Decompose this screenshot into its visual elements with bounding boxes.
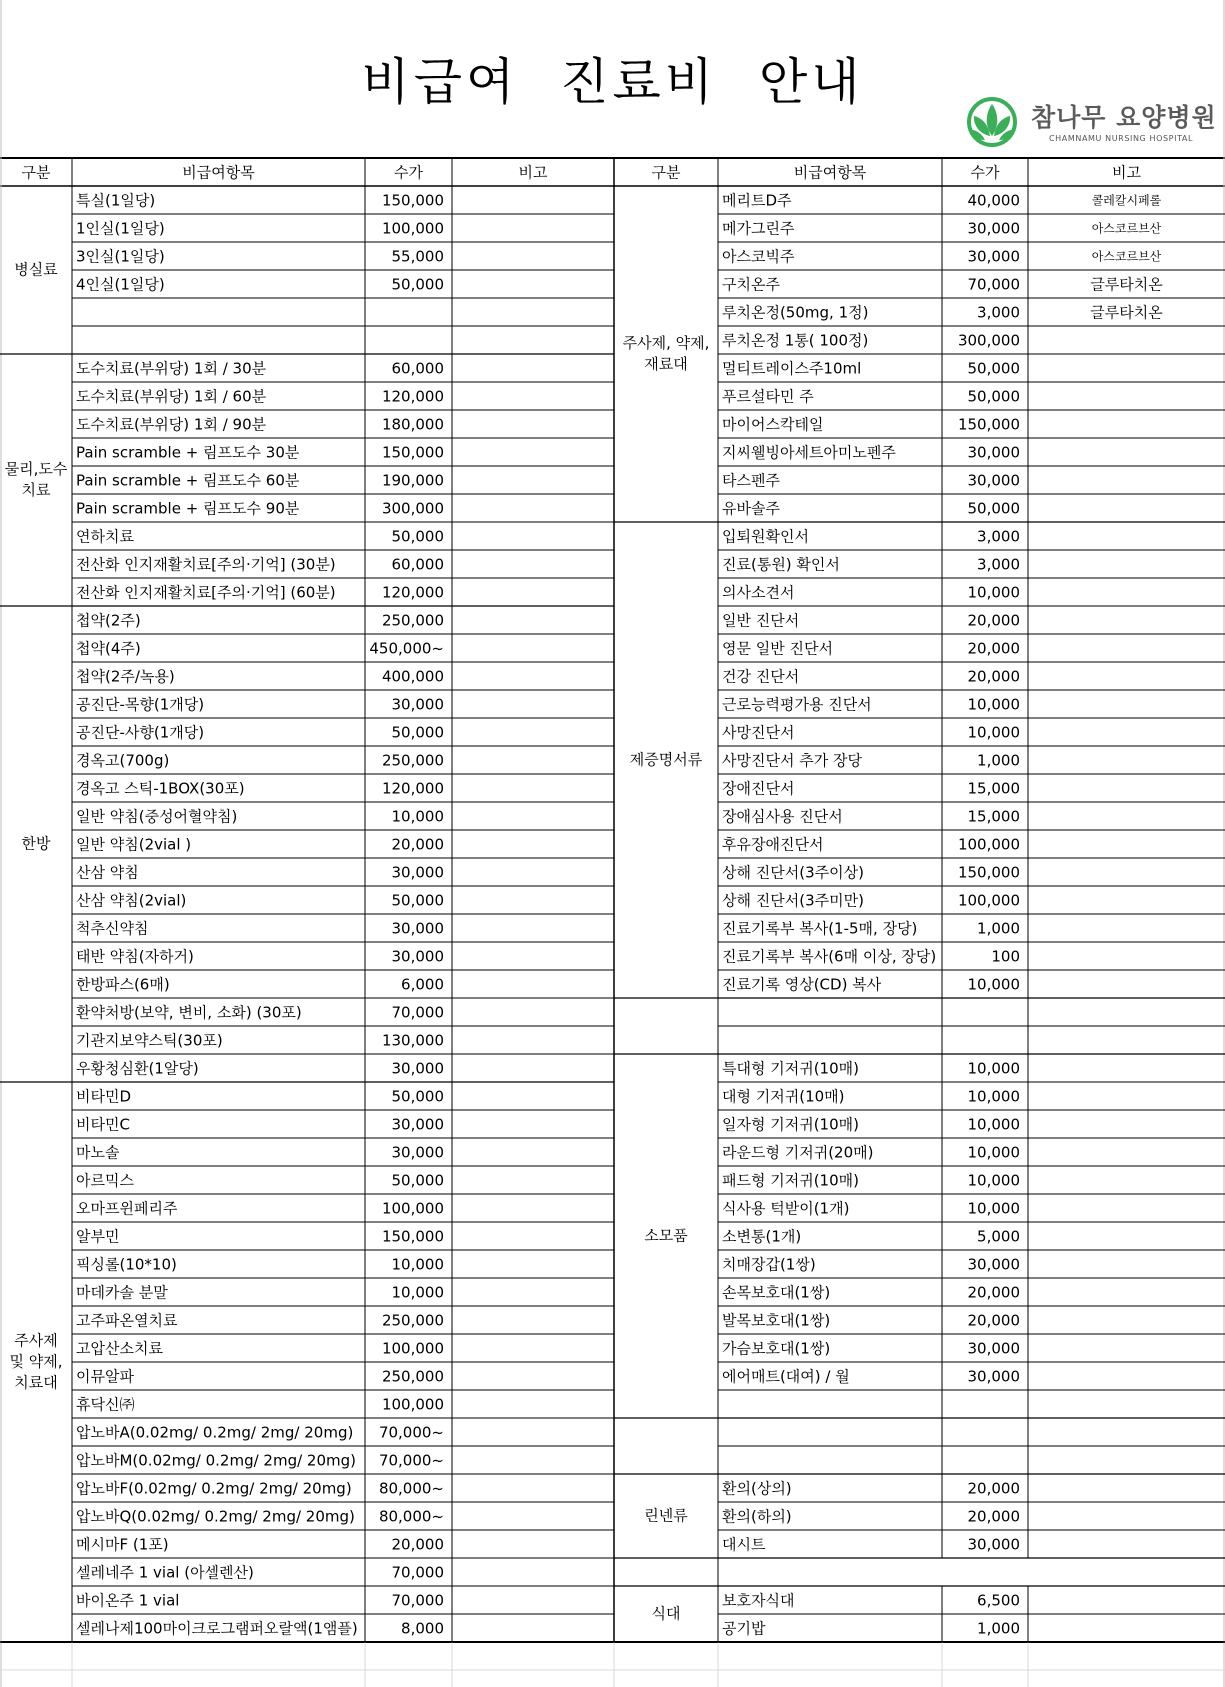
item-note: 글루타치온: [1090, 275, 1163, 294]
item-name: 마이어스칵테일: [722, 415, 824, 434]
item-name: Pain scramble + 림프도수 30분: [76, 443, 300, 462]
item-price: 60,000: [391, 555, 444, 574]
item-name: 바이온주 1 vial: [76, 1591, 180, 1610]
price-header: 수가: [394, 163, 423, 182]
item-name: 보호자식대: [722, 1591, 795, 1610]
category-label: 및 약제,: [9, 1352, 63, 1371]
item-name: 유바솔주: [722, 499, 780, 518]
item-name: 패드형 기저귀(10매): [722, 1171, 859, 1190]
item-price: 50,000: [967, 387, 1020, 406]
item-name: 산삼 약침(2vial): [76, 891, 187, 910]
item-name: 한방파스(6매): [76, 975, 170, 994]
item-price: 130,000: [381, 1031, 444, 1050]
item-price: 250,000: [381, 1311, 444, 1330]
item-price: 20,000: [967, 1311, 1020, 1330]
item-name: 전산화 인지재활치료[주의·기억] (60분): [76, 583, 336, 602]
item-price: 20,000: [967, 1479, 1020, 1498]
item-price: 1,000: [977, 751, 1020, 770]
item-name: 도수치료(부위당) 1회 / 60분: [76, 387, 267, 406]
item-price: 10,000: [967, 1143, 1020, 1162]
item-name: 알부민: [76, 1227, 120, 1246]
item-price: 30,000: [967, 219, 1020, 238]
item-name: 사망진단서: [722, 723, 795, 742]
item-price: 30,000: [391, 1115, 444, 1134]
item-price: 30,000: [391, 695, 444, 714]
item-name: 공진단-사향(1개당): [76, 723, 205, 742]
item-price: 150,000: [381, 1227, 444, 1246]
item-name: 전산화 인지재활치료[주의·기억] (30분): [76, 555, 336, 574]
item-price: 10,000: [391, 1283, 444, 1302]
item-price: 250,000: [381, 751, 444, 770]
item-name: 첩약(4주): [76, 639, 141, 658]
item-price: 450,000~: [369, 639, 444, 658]
hospital-subtitle: CHAMNAMU NURSING HOSPITAL: [1049, 134, 1194, 143]
item-name: 발목보호대(1쌍): [722, 1311, 831, 1330]
item-price: 190,000: [381, 471, 444, 490]
item-price: 80,000~: [378, 1479, 444, 1498]
item-name: 산삼 약침: [76, 863, 139, 882]
item-price: 150,000: [957, 415, 1020, 434]
page-title: 비급여 진료비 안내: [361, 53, 864, 111]
category-label: 재료대: [644, 355, 688, 373]
item-name: 셀레나제100마이크로그램퍼오랄액(1앰플): [76, 1619, 358, 1638]
item-name: 라운드형 기저귀(20매): [722, 1143, 874, 1162]
item-name: 소변통(1개): [722, 1227, 802, 1246]
item-price: 8,000: [401, 1619, 444, 1638]
item-price: 120,000: [381, 387, 444, 406]
item-price: 10,000: [391, 1255, 444, 1274]
item-name: 4인실(1일당): [76, 275, 165, 294]
item-name: 장애심사용 진단서: [722, 807, 843, 826]
item-name: 1인실(1일당): [76, 219, 165, 238]
item-name: 우황청심환(1알당): [76, 1059, 199, 1078]
item-price: 10,000: [967, 1059, 1020, 1078]
item-name: 비타민C: [76, 1115, 130, 1134]
item-name: 아스코빅주: [722, 247, 795, 266]
item-price: 80,000~: [378, 1507, 444, 1526]
category-label: 물리,도수: [4, 460, 68, 478]
item-price: 70,000: [967, 275, 1020, 294]
item-name: 태반 약침(자하거): [76, 947, 194, 966]
item-name: 아르믹스: [76, 1171, 134, 1190]
item-price: 30,000: [391, 919, 444, 938]
item-name: 후유장애진단서: [722, 835, 824, 854]
item-price: 20,000: [967, 639, 1020, 658]
item-price: 5,000: [977, 1227, 1020, 1246]
item-price: 70,000~: [378, 1423, 444, 1442]
item-name: 메시마F (1포): [76, 1535, 169, 1554]
category-label: 소모품: [644, 1226, 688, 1245]
item-name: 타스펜주: [722, 471, 780, 490]
item-header: 비급여항목: [182, 163, 255, 182]
item-price: 50,000: [967, 359, 1020, 378]
item-name: 의사소견서: [722, 583, 795, 602]
item-price: 10,000: [967, 975, 1020, 994]
item-price: 50,000: [391, 1087, 444, 1106]
item-price: 10,000: [967, 1115, 1020, 1134]
item-price: 10,000: [967, 723, 1020, 742]
item-name: 일반 약침(중성어혈약침): [76, 807, 238, 826]
item-price: 120,000: [381, 779, 444, 798]
item-name: 루치온정(50mg, 1정): [722, 303, 869, 322]
item-name: 메가그린주: [722, 219, 795, 238]
item-name: 비타민D: [76, 1087, 132, 1106]
item-price: 20,000: [967, 1283, 1020, 1302]
item-price: 20,000: [967, 1507, 1020, 1526]
item-name: 첩약(2주/녹용): [76, 667, 175, 686]
item-name: 입퇴원확인서: [722, 527, 809, 546]
item-name: 푸르설타민 주: [722, 387, 814, 406]
item-price: 55,000: [391, 247, 444, 266]
item-price: 150,000: [381, 443, 444, 462]
category-label: 식대: [651, 1604, 681, 1623]
item-price: 180,000: [381, 415, 444, 434]
item-price: 10,000: [967, 1087, 1020, 1106]
item-price: 150,000: [957, 863, 1020, 882]
item-price: 30,000: [391, 863, 444, 882]
item-name: 연하치료: [76, 527, 134, 546]
item-name: 환약처방(보약, 변비, 소화) (30포): [76, 1003, 302, 1022]
item-name: 일반 진단서: [722, 611, 800, 630]
category-label: 린넨류: [644, 1506, 688, 1525]
item-price: 6,000: [401, 975, 444, 994]
item-price: 60,000: [391, 359, 444, 378]
item-price: 20,000: [391, 835, 444, 854]
item-price: 400,000: [381, 667, 444, 686]
item-price: 30,000: [967, 1367, 1020, 1386]
item-price: 15,000: [967, 807, 1020, 826]
item-price: 100,000: [957, 891, 1020, 910]
item-name: 식사용 턱받이(1개): [722, 1199, 850, 1218]
item-name: 멀티트레이스주10ml: [722, 359, 862, 378]
item-name: 경옥고(700g): [76, 751, 170, 770]
item-name: 손목보호대(1쌍): [722, 1283, 831, 1302]
item-price: 20,000: [967, 667, 1020, 686]
item-price: 30,000: [391, 1059, 444, 1078]
item-name: 공기밥: [722, 1619, 766, 1638]
item-price: 10,000: [967, 583, 1020, 602]
item-price: 30,000: [967, 247, 1020, 266]
item-price: 3,000: [977, 527, 1020, 546]
item-name: 공진단-목향(1개당): [76, 695, 205, 714]
item-name: 압노바Q(0.02mg/ 0.2mg/ 2mg/ 20mg): [76, 1507, 355, 1526]
item-price: 70,000: [391, 1563, 444, 1582]
item-price: 30,000: [391, 947, 444, 966]
item-name: 건강 진단서: [722, 667, 800, 686]
category-header: 구분: [21, 163, 51, 182]
item-name: 이뮤알파: [76, 1367, 134, 1386]
item-name: 사망진단서 추가 장당: [722, 751, 862, 770]
item-price: 100: [991, 947, 1020, 966]
item-name: 고압산소치료: [76, 1339, 163, 1358]
item-price: 70,000~: [378, 1451, 444, 1470]
item-price: 100,000: [381, 1339, 444, 1358]
item-price: 10,000: [967, 1199, 1020, 1218]
item-price: 30,000: [967, 1535, 1020, 1554]
category-header: 구분: [651, 163, 681, 182]
item-price: 30,000: [967, 1339, 1020, 1358]
note-header: 비고: [1112, 163, 1141, 182]
category-label: 병실료: [14, 260, 58, 279]
item-name: 압노바M(0.02mg/ 0.2mg/ 2mg/ 20mg): [76, 1451, 356, 1470]
item-name: 상해 진단서(3주미만): [722, 891, 864, 910]
item-name: 치매장갑(1쌍): [722, 1255, 816, 1274]
item-price: 10,000: [967, 1171, 1020, 1190]
item-name: 진료(통원) 확인서: [722, 555, 840, 574]
item-price: 6,500: [977, 1591, 1020, 1610]
item-price: 50,000: [967, 499, 1020, 518]
item-name: 픽싱롤(10*10): [76, 1255, 177, 1274]
item-name: 도수치료(부위당) 1회 / 30분: [76, 359, 267, 378]
item-price: 250,000: [381, 1367, 444, 1386]
item-name: 가슴보호대(1쌍): [722, 1339, 831, 1358]
item-name: 특대형 기저귀(10매): [722, 1059, 859, 1078]
item-note: 글루타치온: [1090, 303, 1163, 322]
item-header: 비급여항목: [793, 163, 867, 182]
item-price: 20,000: [391, 1535, 444, 1554]
item-name: 진료기록부 복사(6매 이상, 장당): [722, 947, 937, 966]
item-note: 콜레칼시페롤: [1091, 193, 1162, 208]
item-name: 휴닥신㈜: [76, 1395, 135, 1414]
item-name: Pain scramble + 림프도수 90분: [76, 499, 300, 518]
item-price: 30,000: [967, 471, 1020, 490]
item-name: 오마프윈페리주: [76, 1199, 178, 1218]
item-price: 70,000: [391, 1591, 444, 1610]
item-name: 경옥고 스틱-1BOX(30포): [76, 779, 245, 798]
category-label: 제증명서류: [629, 750, 703, 769]
item-name: 진료기록부 복사(1-5매, 장당): [722, 919, 918, 938]
item-name: 루치온정 1통( 100정): [722, 331, 869, 350]
item-name: 고주파온열치료: [76, 1311, 178, 1330]
item-name: 특실(1일당): [76, 191, 156, 210]
item-price: 10,000: [967, 695, 1020, 714]
category-label: 한방: [21, 834, 51, 853]
note-header: 비고: [518, 163, 548, 182]
item-name: 첩약(2주): [76, 611, 141, 630]
item-price: 150,000: [381, 191, 444, 210]
item-note: 아스코르브산: [1091, 221, 1162, 236]
item-price: 1,000: [977, 1619, 1020, 1638]
item-name: 일반 약침(2vial ): [76, 835, 192, 854]
item-name: Pain scramble + 림프도수 60분: [76, 471, 300, 490]
item-name: 셀레네주 1 vial (아셀렌산): [76, 1563, 254, 1582]
item-name: 영문 일반 진단서: [722, 639, 833, 658]
item-price: 15,000: [967, 779, 1020, 798]
item-price: 300,000: [381, 499, 444, 518]
item-price: 30,000: [967, 443, 1020, 462]
item-price: 300,000: [957, 331, 1020, 350]
item-price: 20,000: [967, 611, 1020, 630]
item-name: 기관지보약스틱(30포): [76, 1031, 223, 1050]
item-name: 에어매트(대여) / 월: [722, 1367, 850, 1386]
item-name: 상해 진단서(3주이상): [722, 863, 864, 882]
item-price: 50,000: [391, 723, 444, 742]
item-name: 환의(상의): [722, 1479, 792, 1498]
item-name: 메리트D주: [722, 191, 792, 210]
item-price: 70,000: [391, 1003, 444, 1022]
item-price: 100,000: [957, 835, 1020, 854]
item-price: 50,000: [391, 527, 444, 546]
item-name: 척추신약침: [76, 919, 149, 938]
hospital-name: 참나무 요양병원: [1031, 103, 1217, 132]
item-price: 100,000: [381, 219, 444, 238]
item-name: 마데카솔 분말: [76, 1283, 168, 1302]
item-price: 10,000: [391, 807, 444, 826]
item-price: 3,000: [977, 555, 1020, 574]
item-price: 250,000: [381, 611, 444, 630]
item-name: 3인실(1일당): [76, 247, 165, 266]
item-name: 대시트: [722, 1535, 766, 1554]
category-label: 치료대: [14, 1373, 58, 1392]
item-price: 40,000: [967, 191, 1020, 210]
item-name: 대형 기저귀(10매): [722, 1087, 845, 1106]
price-header: 수가: [970, 163, 1000, 182]
item-price: 50,000: [391, 275, 444, 294]
item-price: 50,000: [391, 891, 444, 910]
item-price: 100,000: [381, 1199, 444, 1218]
item-price: 30,000: [967, 1255, 1020, 1274]
category-label: 치료: [21, 481, 51, 499]
item-name: 일자형 기저귀(10매): [722, 1115, 859, 1134]
item-name: 진료기록 영상(CD) 복사: [722, 975, 882, 994]
item-name: 마노솔: [76, 1143, 120, 1162]
item-name: 도수치료(부위당) 1회 / 90분: [76, 415, 267, 434]
item-price: 30,000: [391, 1143, 444, 1162]
item-note: 아스코르브산: [1091, 249, 1162, 264]
item-price: 3,000: [977, 303, 1020, 322]
item-price: 100,000: [381, 1395, 444, 1414]
item-price: 1,000: [977, 919, 1020, 938]
category-label: 주사제: [14, 1331, 58, 1350]
item-name: 지씨웰빙아세트아미노펜주: [722, 443, 896, 462]
item-price: 50,000: [391, 1171, 444, 1190]
category-label: 주사제, 약제,: [622, 334, 710, 352]
item-name: 장애진단서: [722, 779, 795, 798]
item-name: 구치온주: [722, 275, 780, 294]
item-name: 압노바A(0.02mg/ 0.2mg/ 2mg/ 20mg): [76, 1423, 354, 1442]
item-name: 압노바F(0.02mg/ 0.2mg/ 2mg/ 20mg): [76, 1479, 352, 1498]
item-name: 환의(하의): [722, 1507, 792, 1526]
item-name: 근로능력평가용 진단서: [722, 695, 872, 714]
item-price: 120,000: [381, 583, 444, 602]
